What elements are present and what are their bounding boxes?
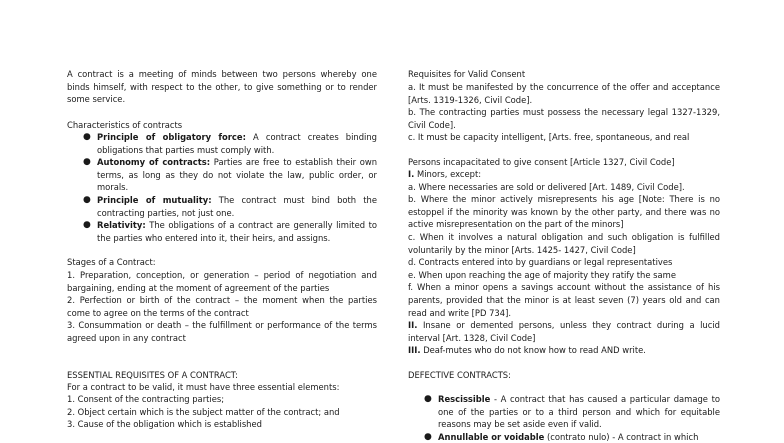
minors-item — [408, 168, 720, 181]
characteristic-term: Relativity: — [97, 220, 146, 231]
essential-requisites-list — [67, 393, 377, 431]
characteristic-term: Principle of mutuality: — [97, 194, 212, 205]
deaf-mute-item — [408, 344, 720, 357]
insane-text: Insane or demented persons, unless they contract during a lucid interval [Art. 1328, Civil Code] — [408, 320, 720, 343]
list-item: e. When upon reaching the age of majority they ratify the same — [408, 269, 676, 280]
list-item — [67, 131, 377, 156]
bullet-icon: ● — [424, 394, 432, 404]
roman-numeral: II. — [408, 320, 418, 331]
list-item: 2. Object certain which is the subject matter of the contract; and — [67, 406, 340, 417]
stages-list — [67, 269, 377, 345]
bullet-icon: ● — [83, 157, 91, 168]
list-item: 1. Consent of the contracting parties; — [67, 394, 225, 404]
list-item — [408, 393, 720, 431]
bullet-icon: ● — [83, 194, 91, 205]
defective-term: Annullable or voidable — [438, 431, 545, 442]
stages-heading: Stages of a Contract: — [67, 257, 156, 267]
list-item: d. Contracts entered into by guardians or legal representatives — [408, 257, 673, 268]
deaf-mute-text: Deaf-mutes who do not know how to read AND write. — [420, 345, 646, 356]
list-item — [67, 194, 377, 219]
defective-contracts-heading: DEFECTIVE CONTRACTS: — [408, 370, 511, 380]
essential-requisites-intro: For a contract to be valid, it must have three essential elements: — [67, 382, 340, 392]
characteristic-text: A contract creates binding obligations that parties must comply with. — [97, 132, 377, 155]
bullet-icon: ● — [83, 132, 91, 142]
contract-definition: A contract is a meeting of minds between two persons whereby one binds himself, with respect to the other, to give something or to render some service. — [67, 69, 377, 105]
bullet-icon: ● — [83, 220, 91, 231]
incapacitated-list — [408, 168, 720, 357]
characteristic-text: The contract must bind both the contracting parties, not just one. — [97, 194, 377, 218]
characteristic-term: Autonomy of contracts: — [97, 157, 211, 168]
insane-item — [408, 319, 720, 344]
list-item: b. Where the minor actively misrepresents his age [Note: There is no estoppel if the minority was known by the other party, and there was no active misrepresentation on the part of the minors] — [408, 194, 720, 230]
characteristic-text: The obligations of a contract are generally limited to the parties who entered into it, their heirs, and assigns. — [97, 220, 377, 243]
defective-text: - A contract that has caused a particular damage to one of the parties or to a third person and which for equitable reasons may be set aside even if valid. — [438, 394, 720, 430]
list-item: a. It must be manifested by the concurrence of the offer and acceptance [Arts. 1319-1326, Civil Code]. — [408, 82, 720, 105]
list-item: f. When a minor opens a savings account without the assistance of his parents, provided that the minor is at least seven (7) years old and can read and write [PD 734]. — [408, 282, 720, 318]
characteristic-term: Principle of obligatory force: — [97, 132, 246, 142]
valid-consent-heading: Requisites for Valid Consent — [408, 69, 526, 79]
defective-text: (contrato nulo) - A contract in which — [544, 431, 699, 442]
defective-contracts-list — [408, 393, 720, 443]
list-item: c. It must be capacity intelligent, [Arts. free, spontaneous, and real — [408, 132, 690, 143]
characteristics-list — [67, 131, 377, 244]
roman-numeral: III. — [408, 345, 421, 356]
list-item: 3. Cause of the obligation which is established — [67, 419, 262, 430]
defective-term: Rescissible — [438, 394, 491, 404]
list-item: 1. Preparation, conception, or generation – period of negotiation and bargaining, ending at the moment of agreement of the parties — [67, 270, 377, 293]
characteristics-heading: Characteristics of contracts — [67, 120, 183, 130]
list-item: 2. Perfection or birth of the contract – the moment when the parties come to agree on the terms of the contract — [67, 295, 377, 318]
minors-text: Minors, except: — [414, 169, 482, 179]
list-item — [408, 431, 720, 443]
essential-requisites-heading: ESSENTIAL REQUISITES OF A CONTRACT: — [67, 370, 238, 380]
list-item: 3. Consummation or death – the fulfillment or performance of the terms agreed upon in any contract — [67, 320, 377, 343]
characteristic-text: Parties are free to establish their own terms, as long as they do not violate the law, public order, or morals. — [97, 157, 378, 193]
valid-consent-list — [408, 81, 720, 144]
list-item — [67, 156, 377, 194]
list-item: b. The contracting parties must possess the necessary legal 1327-1329, Civil Code]. — [408, 107, 720, 130]
bullet-icon: ● — [424, 431, 432, 442]
list-item: c. When it involves a natural obligation and such obligation is fulfilled voluntarily by the minor [Arts. 1425- 1427, Civil Code] — [408, 231, 720, 255]
roman-numeral: I. — [408, 169, 415, 179]
incapacitated-heading: Persons incapacitated to give consent [Article 1327, Civil Code] — [408, 157, 675, 167]
list-item: a. Where necessaries are sold or delivered [Art. 1489, Civil Code]. — [408, 181, 685, 192]
list-item — [67, 219, 377, 244]
